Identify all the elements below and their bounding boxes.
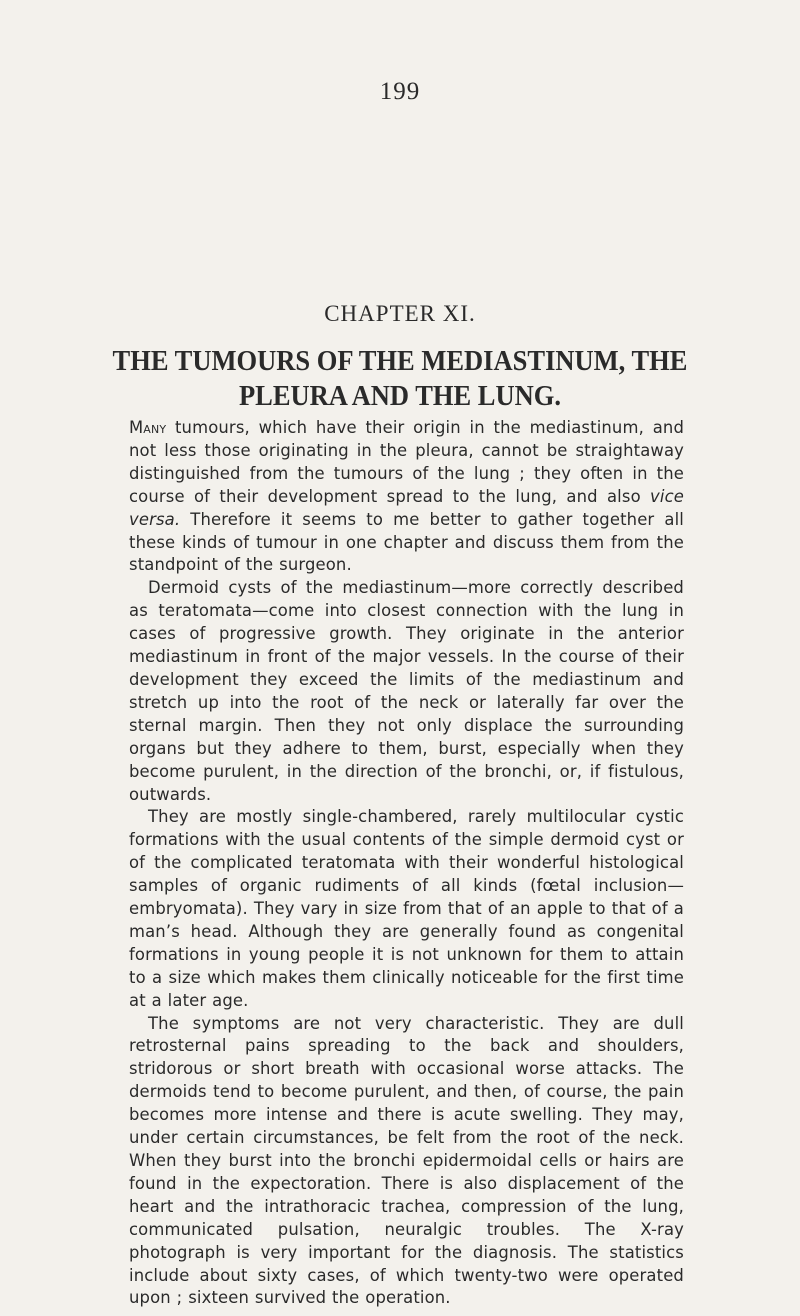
paragraph-1-text-b: Therefore it seems to me better to gather together all these kinds of tumour in one chapter and discuss them from the standpoint of the surgeon. bbox=[129, 509, 684, 575]
chapter-title-line-2: PLEURA AND THE LUNG. bbox=[238, 381, 562, 412]
paragraph-3: They are mostly single-chambered, rarely multilocular cystic formations with the usual contents of the simple dermoid cyst or of the complicated teratomata with their wonderful histological samples of organic rudiments of all kinds (fœtal inclusion—embryomata). They vary in size from that of an apple to that of a man’s head. Although they are generally found as congenital formations in young people it is not unknown for them to attain to a size which makes them clinically noticeable for the first time at a later age. bbox=[129, 807, 684, 1010]
paragraph-4: The symptoms are not very characteristic. They are dull retrosternal pains spreading to the back and shoulders, stridorous or short breath with occasional worse attacks. The dermoids tend to become purulent, and then, of course, the pain becomes more intense and there is acute swelling. They may, under certain circumstances, be felt from the root of the neck. When they burst into the bronchi epidermoidal cells or hairs are found in the expectoration. There is also displacement of the heart and the intrathoracic trachea, compression of the lung, communicated pulsation, neuralgic troubles. The X-ray photograph is very important for the diagnosis. The statistics include about sixty cases, of which twenty-two were operated upon ; sixteen survived the operation. bbox=[129, 1013, 684, 1308]
body-text bbox=[129, 417, 684, 1310]
chapter-title-line-1: THE TUMOURS OF THE MEDIASTINUM, THE bbox=[112, 346, 688, 377]
page-number: 199 bbox=[379, 78, 421, 105]
paragraph-lead-word: Many bbox=[129, 418, 167, 437]
paragraph-1-text-a: tumours, which have their origin in the mediastinum, and not less those originating in the pleura, cannot be straightaway distinguished from the tumours of the lung ; they often in the course of their development spread to the lung, and also bbox=[129, 418, 684, 506]
paragraph-1 bbox=[129, 417, 684, 577]
chapter-title bbox=[28, 344, 772, 414]
chapter-label: CHAPTER XI. bbox=[324, 301, 476, 326]
paragraph-2: Dermoid cysts of the mediastinum—more correctly described as teratomata—come into closest connection with the lung in cases of progressive growth. They originate in the anterior mediastinum in front of the major vessels. In the course of their development they exceed the limits of the mediastinum and stretch up into the root of the neck or laterally far over the sternal margin. Then they not only displace the surrounding organs but they adhere to them, burst, especially when they become purulent, in the direction of the bronchi, or, if fistulous, outwards. bbox=[129, 578, 684, 804]
paragraph-1-emphasis: vice versa. bbox=[129, 486, 684, 529]
